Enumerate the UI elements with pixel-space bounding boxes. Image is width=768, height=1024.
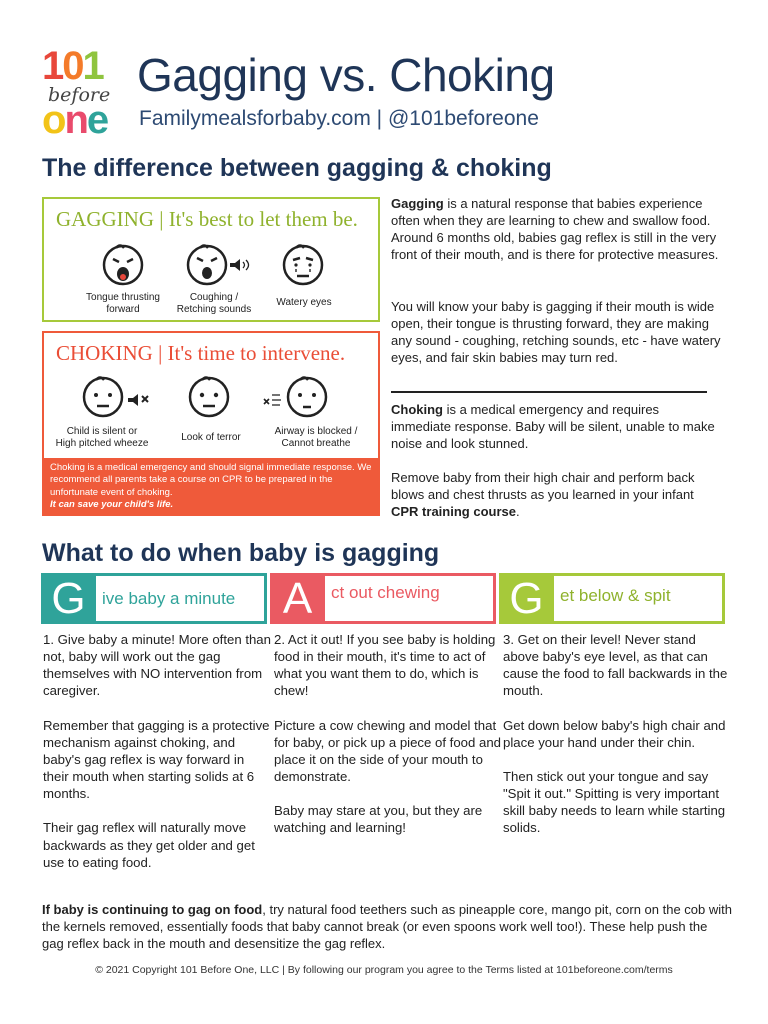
coughing-face-icon [184, 241, 254, 287]
step-3-paragraph: Then stick out your tongue and say "Spit it out." Spitting is very important skill baby needs to learn while starting solids. [503, 768, 726, 836]
step-2-paragraph: Baby may stare at you, but they are watching and learning! [274, 803, 483, 836]
card-give-baby-a-minute [42, 573, 267, 624]
divider [391, 391, 707, 393]
step-1-column [43, 631, 271, 888]
gagging-item-3-label: Watery eyes [276, 297, 332, 308]
logo-one: one [42, 98, 108, 142]
gagging-item-2-label: Coughing / Retching sounds [176, 292, 252, 315]
silent-face-icon [80, 373, 160, 419]
card-phrase: ive baby a minute [102, 589, 236, 608]
logo-before: before [48, 84, 111, 106]
choking-warning-emphasis: It can save your child's life. [50, 499, 174, 511]
logo-101: 101 [42, 44, 103, 88]
choking-heading: CHOKING | It's time to intervene. [56, 341, 346, 365]
step-3-paragraph: 3. Get on their level! Never stand above baby's eye level, as that can cause the food to fall backwards in the mouth. [503, 632, 728, 699]
choking-warning-text: Choking is a medical emergency and should signal immediate response. We recommend all parents take a course on CPR to be prepared in the unfortunate event of choking. [50, 462, 372, 498]
card-letter: A [270, 573, 325, 624]
gagging-signs: You will know your baby is gagging if their mouth is wide open, their tongue is thrusting forward, they are making any sound - coughing, retching sounds, etc - have watery eyes, and fair skin babies may turn red. [391, 299, 721, 366]
tongue-thrusting-face-icon [100, 241, 146, 287]
step-1-paragraph: 1. Give baby a minute! More often than not, baby will work out the gag themselves with NO intervention from caregiver. [43, 632, 271, 699]
choking-description: Choking is a medical emergency and requires immediate response. Baby will be silent, unable to make noise and look stunned. [391, 402, 715, 452]
page-title: Gagging vs. Choking [137, 49, 555, 101]
card-letter: G [499, 573, 554, 624]
teether-tip: If baby is continuing to gag on food, try natural food teethers such as pineapple core, mango pit, corn on the cob with the kernels removed, essentially foods that baby cannot break (or even spoons work well too!). These help push the gag reflex back in the mouth and desensitize the gag reflex. [42, 902, 732, 951]
section-heading-what-to-do: What to do when baby is gagging [42, 539, 440, 567]
brand-logo [40, 44, 120, 142]
choking-item-3-label: Airway is blocked / Cannot breathe [274, 426, 358, 449]
step-2-paragraph: Picture a cow chewing and model that for baby, or pick up a piece of food and place it on the side of your mouth to demonstrate. [274, 717, 502, 785]
gagging-heading: GAGGING | It's best to let them be. [56, 207, 358, 231]
step-3-paragraph: Get down below baby's high chair and place your hand under their chin. [503, 717, 726, 750]
step-2-paragraph: 2. Act it out! If you see baby is holding food in their mouth, it's time to act of what you want them to do, which is chew! [274, 632, 496, 699]
step-1-paragraph: Their gag reflex will naturally move backwards as they get older and get use to eating food. [43, 820, 255, 870]
blocked-airway-face-icon [262, 373, 336, 419]
choking-warning-banner [44, 458, 378, 514]
copyright-footer: © 2021 Copyright 101 Before One, LLC | By following our program you agree to the Terms listed at 101beforeone.com/terms [95, 964, 673, 976]
step-2-column [274, 631, 502, 854]
card-phrase: et below & spit [560, 586, 671, 605]
gagging-box [42, 197, 380, 322]
section-heading-difference: The difference between gagging & choking [42, 154, 552, 182]
card-act-out-chewing [271, 573, 496, 624]
choking-action: Remove baby from their high chair and perform back blows and chest thrusts as you learned in your infant CPR training course. [391, 470, 695, 520]
step-1-paragraph: Remember that gagging is a protective mechanism against choking, and baby's gag reflex is way forward in their mouth when starting solids at 6 months. [43, 717, 270, 802]
page-subtitle: Familymealsforbaby.com | @101beforeone [139, 107, 539, 130]
terror-face-icon [186, 373, 232, 419]
choking-box [42, 331, 380, 516]
gagging-item-1-label: Tongue thrusting forward [86, 292, 160, 315]
card-get-below-and-spit [500, 573, 725, 624]
step-3-column [503, 631, 731, 854]
card-letter: G [41, 573, 96, 624]
choking-item-1-label: Child is silent or High pitched wheeze [55, 426, 149, 449]
watery-eyes-face-icon [280, 241, 326, 287]
card-phrase: ct out chewing [331, 583, 440, 602]
gagging-description: Gagging is a natural response that babies experience often when they are learning to chew and swallow food. Around 6 months old, babies gag reflex is still in the very front of their mouth, and is there for protective measures. [391, 196, 719, 263]
choking-item-2-label: Look of terror [181, 432, 241, 443]
